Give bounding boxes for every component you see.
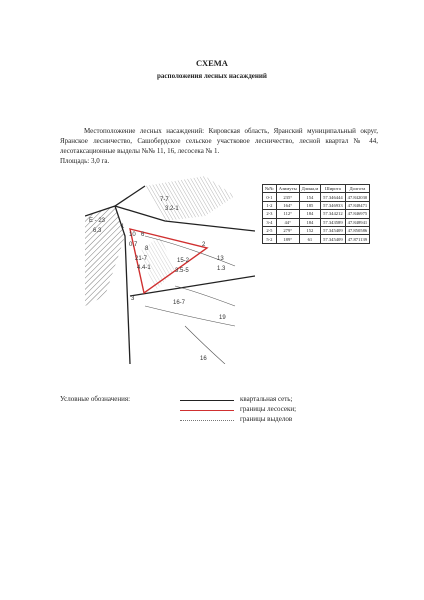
table-cell: 47.848471	[345, 201, 370, 209]
table-cell: 57.344212	[321, 210, 346, 218]
map-label: 6,3	[93, 228, 102, 234]
legend-swatch-division	[180, 420, 234, 421]
map-label: 4.4-1	[137, 265, 151, 271]
map-label: 0,7	[129, 242, 138, 248]
map-label: 1	[121, 224, 125, 230]
table-cell: 189°	[276, 235, 299, 243]
table-cell: 0-1	[263, 193, 277, 201]
map-label: 13	[217, 256, 224, 262]
table-cell: 57.346444	[321, 193, 346, 201]
map-label: 6	[141, 232, 145, 238]
map-label: 16-7	[173, 300, 186, 306]
coordinates-table	[262, 184, 370, 244]
table-cell: 47.850586	[345, 226, 370, 234]
table-cell: 2-5	[263, 226, 277, 234]
doc-subtitle: расположения лесных насаждений	[157, 72, 267, 80]
table-cell: 57.345409	[321, 226, 346, 234]
table-row	[263, 210, 370, 218]
table-cell: 57.345409	[321, 235, 346, 243]
legend-label-felling: границы лесосеки;	[240, 405, 297, 413]
map-label: 16	[200, 356, 207, 362]
table-header-cell: Широта	[321, 185, 346, 193]
map-label: 15-2	[177, 258, 190, 264]
table-cell: 47.842030	[345, 193, 370, 201]
legend-title: Условные обозначения:	[60, 395, 131, 403]
table-cell: 44°	[276, 218, 299, 226]
map-label: 1.3	[217, 266, 226, 272]
table-cell: 47.871139	[345, 235, 370, 243]
table-row	[263, 235, 370, 243]
table-cell: 2-3	[263, 210, 277, 218]
table-cell: 164°	[276, 201, 299, 209]
map-label: 2	[202, 242, 206, 248]
table-cell: 112°	[276, 210, 299, 218]
map-label: 7-7	[160, 197, 169, 203]
table-cell: 57.343589	[321, 218, 346, 226]
legend-label-quarter: квартальная сеть;	[240, 395, 293, 403]
table-row	[263, 201, 370, 209]
table-cell: 57.346933	[321, 201, 346, 209]
table-cell: 279°	[276, 226, 299, 234]
table-cell: 152	[299, 226, 320, 234]
table-cell: 3-4	[263, 218, 277, 226]
doc-title: СХЕМА	[196, 58, 228, 68]
table-header-cell: №№	[263, 185, 277, 193]
map-label: Е - 23	[89, 218, 106, 224]
location-paragraph	[60, 126, 378, 156]
map-label: 3	[131, 296, 135, 302]
map-label: 8	[145, 246, 149, 252]
table-cell: 154	[299, 193, 320, 201]
table-row	[263, 226, 370, 234]
table-cell: 184	[299, 210, 320, 218]
table-header-cell: Азимуты	[276, 185, 299, 193]
table-header-row	[263, 185, 370, 193]
legend-swatch-felling	[180, 410, 234, 411]
forest-map	[85, 176, 255, 364]
map-label: 10	[129, 232, 136, 238]
table-cell: 235°	[276, 193, 299, 201]
map-label: 3.2-1	[165, 206, 179, 212]
table-header-cell: Долгота	[345, 185, 370, 193]
table-row	[263, 218, 370, 226]
table-cell: 5-2	[263, 235, 277, 243]
map-label: 21-7	[135, 256, 148, 262]
area-text: Площадь: 3,0 га.	[60, 157, 110, 165]
table-cell: 47.846975	[345, 210, 370, 218]
table-cell: 185	[299, 201, 320, 209]
legend-label-division: границы выделов	[240, 415, 293, 423]
table-row	[263, 193, 370, 201]
table-cell: 47.848941	[345, 218, 370, 226]
table-cell: 184	[299, 218, 320, 226]
table-cell: 61	[299, 235, 320, 243]
quarter-line-4	[130, 276, 255, 296]
table-cell: 1-2	[263, 201, 277, 209]
map-label: 3.5-5	[175, 268, 189, 274]
table-header-cell: Длина,м	[299, 185, 320, 193]
location-text: Местоположение лесных насаждений: Кировская область, Яранский муниципальный округ, Яранское лесничество, Сашобердское сельское участковое лесничество, лесной квартал № 44, лесотаксационные выделы №№ 11, 16, лесосека № 1.	[60, 127, 378, 155]
legend-swatch-quarter	[180, 400, 234, 401]
map-label: 19	[219, 315, 226, 321]
hatched-area-2	[145, 176, 235, 221]
